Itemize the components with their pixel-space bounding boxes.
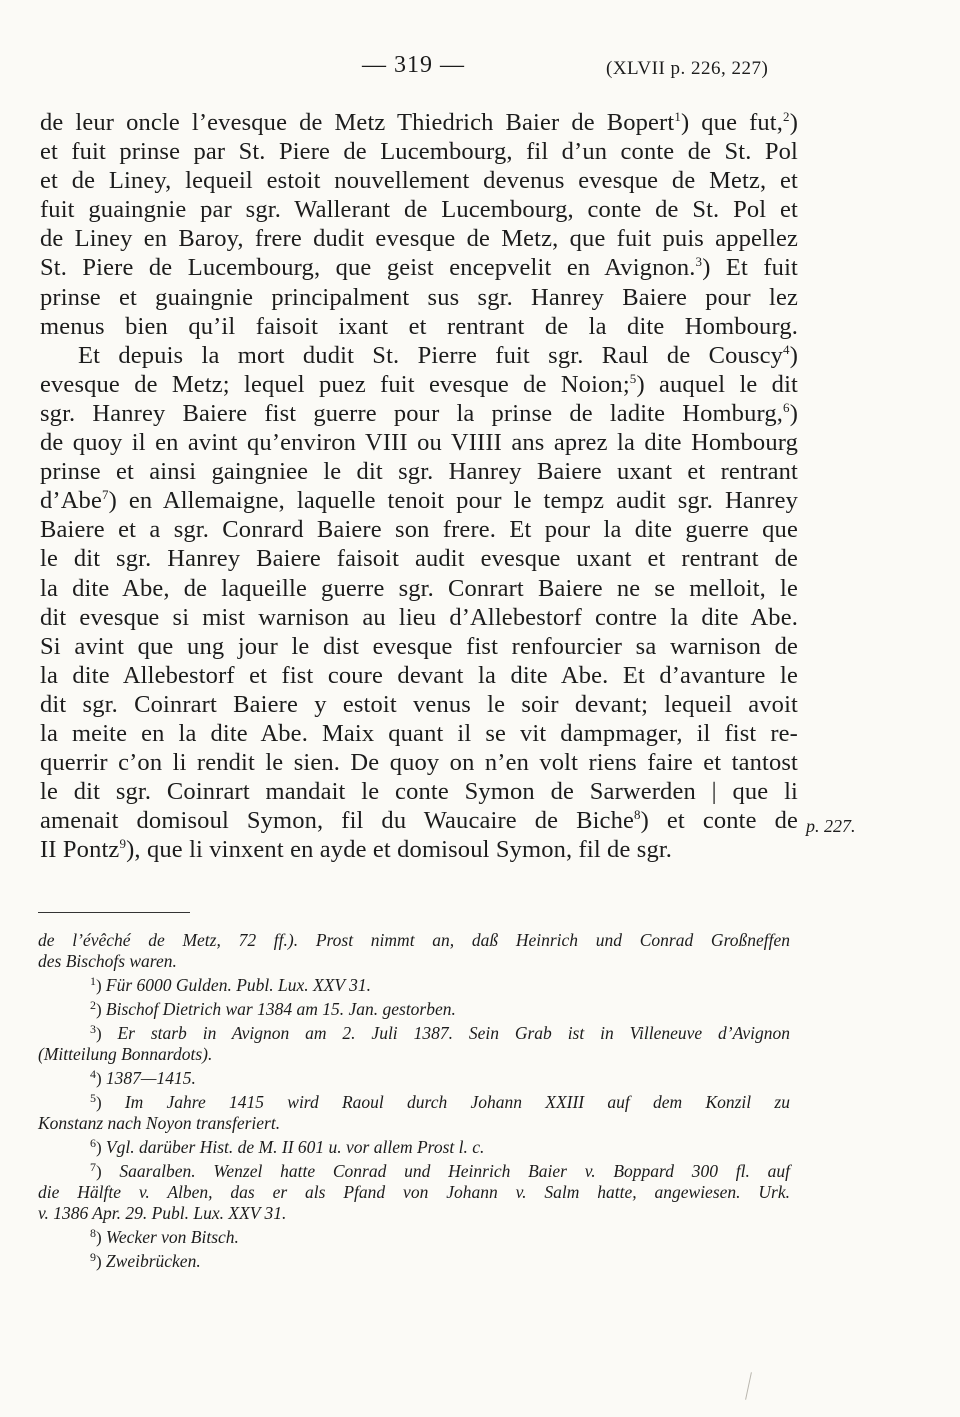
footnote-marker: 9	[119, 836, 127, 852]
line-text: de leur oncle l’evesque de Metz Thiedrich Baier de Bopert	[40, 109, 675, 136]
text-line	[40, 486, 798, 515]
line-text: Baiere et a sgr. Conrard Baiere son frere. Et pour la dite guerre que	[40, 516, 798, 544]
line-text: le dit sgr. Coinrart mandait le conte Symon de Sarwerden | que li	[40, 778, 798, 806]
volume-reference: (XLVII p. 226, 227)	[606, 58, 769, 79]
text-line	[40, 370, 798, 399]
footnote	[38, 975, 790, 996]
footnote-line	[38, 1113, 790, 1134]
line-text: )	[789, 109, 798, 136]
footnote	[38, 1023, 790, 1065]
line-text: menus bien qu’il faisoit ixant et rentrant de la dite Hombourg.	[40, 312, 798, 340]
footnote-marker: 5	[629, 370, 637, 386]
footnote-text: Für 6000 Gulden. Publ. Lux. XXV 31.	[105, 975, 371, 995]
footnote-line	[38, 1251, 790, 1272]
footnote-number: 8	[90, 1226, 96, 1240]
text-line	[40, 283, 798, 312]
footnote-line	[38, 1023, 790, 1044]
line-text: ) et conte de	[640, 807, 798, 835]
text-line	[40, 690, 798, 719]
footnote-paren: )	[96, 1093, 125, 1112]
text-line	[40, 719, 798, 748]
line-text: ) auquel le dit	[636, 370, 798, 398]
footnotes	[38, 930, 790, 1275]
footnote-text: des Bischofs waren.	[38, 951, 177, 971]
footnote-marker: 3	[695, 254, 703, 270]
line-text: d’Abe	[40, 487, 102, 515]
text-line	[40, 544, 798, 573]
footnote-paren: )	[96, 1069, 106, 1088]
text-line	[40, 661, 798, 690]
footnote	[38, 930, 790, 972]
footnote-divider	[38, 912, 190, 913]
footnote-text: 1387—1415.	[105, 1068, 196, 1088]
line-text: amenait domisoul Symon, fil du Waucaire de Biche	[40, 807, 634, 835]
footnote-line	[38, 975, 790, 996]
footnote-paren: )	[96, 1024, 118, 1043]
line-text: dit sgr. Coinrart Baiere y estoit venus le soir devant; lequeil avoit	[40, 690, 798, 718]
line-text: )	[789, 341, 798, 369]
line-text: dit evesque si mist warnison au lieu d’Allebestorf contre la dite Abe.	[40, 603, 798, 631]
text-line	[40, 806, 798, 835]
pencil-mark	[745, 1372, 752, 1400]
footnote-line	[38, 1092, 790, 1113]
footnote-marker: 8	[634, 807, 641, 823]
line-text: la meite en la dite Abe. Maix quant il se vit dampmager, il fist re-	[40, 719, 798, 747]
footnote-text: v. 1386 Apr. 29. Publ. Lux. XXV 31.	[38, 1203, 287, 1223]
footnote-line	[38, 1161, 790, 1182]
footnote-text: de l’évêché de Metz, 72 ff.). Prost nimmt an, daß Heinrich und Conrad Großneffen	[38, 930, 790, 950]
footnote-marker: 1	[674, 109, 681, 124]
text-line	[40, 341, 798, 370]
footnote-paren: )	[96, 1138, 106, 1157]
line-text: Et depuis la mort dudit St. Pierre fuit sgr. Raul de Couscy	[78, 341, 784, 369]
line-text: )	[789, 399, 798, 427]
footnote	[38, 1251, 790, 1272]
main-text	[40, 108, 798, 864]
footnote-paren: )	[96, 1162, 120, 1181]
line-text: evesque de Metz; lequel puez fuit evesque de Noion;	[40, 370, 630, 398]
line-text: de Liney en Baroy, frere dudit evesque de Metz, que fuit puis appellez	[40, 225, 798, 253]
footnote-text: Konstanz nach Noyon transferiert.	[38, 1113, 281, 1133]
text-line	[40, 224, 798, 253]
line-text: St. Piere de Lucembourg, que geist encepvelit en Avignon.	[40, 254, 696, 282]
line-text: ) Et fuit	[702, 254, 798, 282]
text-line	[40, 399, 798, 428]
footnote-text: Im Jahre 1415 wird Raoul durch Johann XXIII auf dem Konzil zu	[124, 1092, 790, 1112]
footnote	[38, 999, 790, 1020]
line-text: la dite Abe, de laqueille guerre sgr. Conrart Baiere ne se melloit, le	[40, 574, 798, 602]
footnote-number: 5	[90, 1091, 96, 1105]
line-text: ), que li vinxent en ayde et domisoul Symon, fil de sgr.	[126, 836, 673, 864]
text-line	[40, 253, 798, 282]
line-text: et de Liney, lequeil estoit nouvellement devenus evesque de Metz, et	[40, 167, 798, 195]
footnote-paren: )	[96, 1252, 106, 1271]
footnote-marker: 6	[783, 399, 790, 415]
footnote-text: Saaralben. Wenzel hatte Conrad und Heinrich Baier v. Boppard 300 fl. auf	[119, 1161, 790, 1181]
line-text: le dit sgr. Hanrey Baiere faisoit audit evesque uxant et rentrant de	[40, 545, 798, 573]
footnote-number: 3	[90, 1022, 96, 1036]
line-text: ) que fut,	[680, 109, 784, 136]
margin-page-reference: p. 227.	[806, 816, 856, 836]
line-text: de quoy il en avint qu’environ VIII ou VIIII ans aprez la dite Hombourg	[40, 429, 798, 457]
text-line	[40, 632, 798, 661]
text-line	[40, 574, 798, 603]
footnote-paren: )	[96, 1228, 106, 1247]
footnote-number: 6	[90, 1136, 96, 1150]
footnote	[38, 1068, 790, 1089]
footnote-text: Wecker von Bitsch.	[105, 1227, 239, 1247]
text-line	[40, 428, 798, 457]
text-line	[40, 457, 798, 486]
footnote-line	[38, 1182, 790, 1203]
line-text: II Pontz	[40, 836, 120, 864]
footnote-number: 7	[90, 1160, 96, 1174]
text-line	[40, 835, 798, 864]
footnote-text: Vgl. darüber Hist. de M. II 601 u. vor allem Prost l. c.	[105, 1137, 485, 1157]
line-text: querrir c’on li rendit le sien. De quoy on n’en volt riens faire et tantost	[40, 749, 798, 777]
footnote	[38, 1137, 790, 1158]
footnote	[38, 1092, 790, 1134]
text-line	[40, 515, 798, 544]
text-line	[40, 195, 798, 224]
text-line	[40, 108, 798, 137]
footnote-line	[38, 1203, 790, 1224]
footnote-marker: 2	[783, 109, 790, 124]
text-line	[40, 312, 798, 341]
footnote	[38, 1161, 790, 1224]
line-text: Si avint que ung jour le dist evesque fist renfourcier sa warnison de	[40, 632, 798, 660]
footnote-paren: )	[96, 1000, 106, 1019]
footnote-text: Bischof Dietrich war 1384 am 15. Jan. gestorben.	[105, 999, 456, 1019]
footnote-line	[38, 999, 790, 1020]
footnote-text: (Mitteilung Bonnardots).	[38, 1044, 213, 1064]
footnote-line	[38, 930, 790, 951]
footnote-marker: 4	[783, 341, 790, 357]
text-line	[40, 603, 798, 632]
text-line	[40, 137, 798, 166]
footnote-number: 4	[90, 1067, 96, 1081]
footnote-line	[38, 1068, 790, 1089]
line-text: prinse et guaingnie principalment sus sgr. Hanrey Baiere pour lez	[40, 283, 798, 311]
footnote-line	[38, 1044, 790, 1065]
footnote-line	[38, 1137, 790, 1158]
text-line	[40, 166, 798, 195]
text-line	[40, 777, 798, 806]
footnote-marker: 7	[101, 487, 109, 503]
footnote-number: 1	[90, 974, 96, 988]
page-number: — 319 —	[362, 52, 465, 78]
line-text: ) en Allemaigne, laquelle tenoit pour le tempz audit sgr. Hanrey	[108, 487, 798, 515]
line-text: la dite Allebestorf et fist coure devant la dite Abe. Et d’avanture le	[40, 661, 798, 689]
line-text: sgr. Hanrey Baiere fist guerre pour la prinse de ladite Homburg,	[40, 399, 784, 427]
footnote-paren: )	[96, 976, 106, 995]
footnote-line	[38, 951, 790, 972]
page-header	[0, 52, 960, 92]
footnote-text: Er starb in Avignon am 2. Juli 1387. Sein Grab ist in Villeneuve d’Avignon	[117, 1023, 790, 1043]
line-text: fuit guaingnie par sgr. Wallerant de Lucembourg, conte de St. Pol et	[40, 196, 798, 224]
footnote-text: die Hälfte v. Alben, das er als Pfand von Johann v. Salm hatte, angewiesen. Urk.	[38, 1182, 790, 1202]
footnote	[38, 1227, 790, 1248]
footnote-number: 9	[90, 1250, 96, 1264]
footnote-line	[38, 1227, 790, 1248]
text-line	[40, 748, 798, 777]
footnote-number: 2	[90, 998, 96, 1012]
line-text: prinse et ainsi gaingniee le dit sgr. Hanrey Baiere uxant et rentrant	[40, 458, 798, 486]
line-text: et fuit prinse par St. Piere de Lucembourg, fil d’un conte de St. Pol	[40, 138, 798, 166]
footnote-text: Zweibrücken.	[105, 1251, 201, 1271]
